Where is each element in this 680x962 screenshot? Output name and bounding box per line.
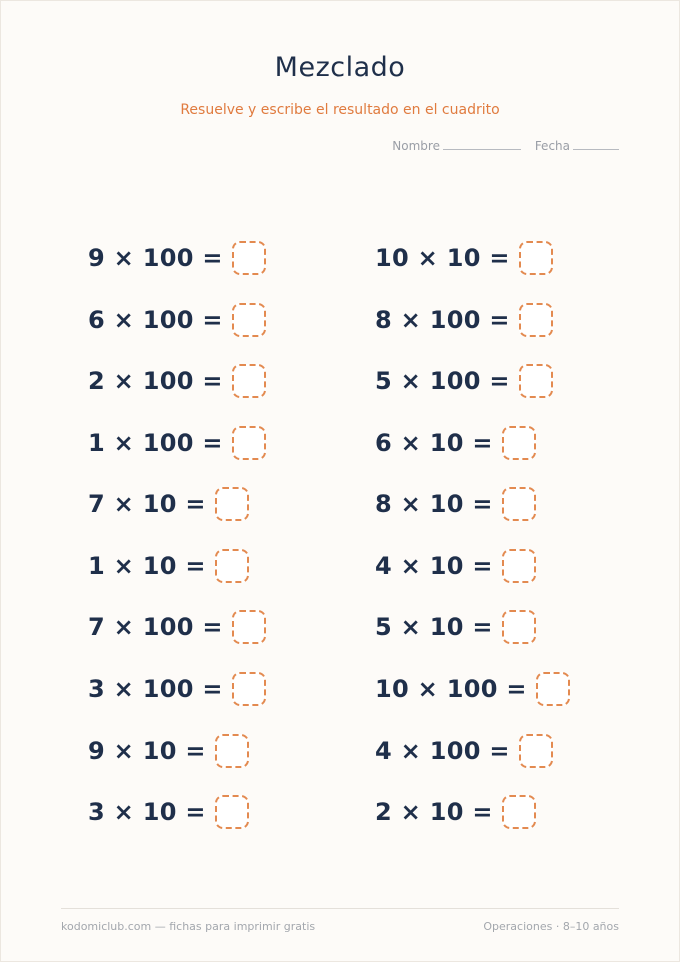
exercise-row xyxy=(375,300,553,340)
exercise-row xyxy=(88,669,266,709)
exercise-expression: 6 × 10 = xyxy=(375,429,493,457)
date-blank-line[interactable] xyxy=(573,139,619,150)
answer-box[interactable] xyxy=(215,734,249,768)
page-subtitle: Resuelve y escribe el resultado en el cuadrito xyxy=(180,102,500,118)
answer-box[interactable] xyxy=(232,610,266,644)
exercise-row xyxy=(88,300,266,340)
exercise-expression: 8 × 100 = xyxy=(375,306,510,334)
exercise-expression: 4 × 10 = xyxy=(375,552,493,580)
exercise-row xyxy=(88,607,266,647)
name-label: Nombre xyxy=(392,139,440,153)
name-date-fields xyxy=(392,139,619,153)
answer-box[interactable] xyxy=(232,426,266,460)
answer-box[interactable] xyxy=(519,364,553,398)
exercise-expression: 7 × 10 = xyxy=(88,490,206,518)
exercise-row xyxy=(88,238,266,278)
answer-box[interactable] xyxy=(519,734,553,768)
exercise-expression: 3 × 100 = xyxy=(88,675,223,703)
answer-box[interactable] xyxy=(536,672,570,706)
exercise-row xyxy=(88,792,249,832)
footer-category: Operaciones · 8–10 años xyxy=(483,920,619,933)
exercise-row xyxy=(375,238,553,278)
footer-site-credit: kodomiclub.com — fichas para imprimir gratis xyxy=(61,920,316,933)
answer-box[interactable] xyxy=(502,426,536,460)
exercise-row xyxy=(375,546,536,586)
exercise-expression: 7 × 100 = xyxy=(88,613,223,641)
exercise-row xyxy=(375,484,536,524)
exercise-expression: 4 × 100 = xyxy=(375,737,510,765)
page-title: Mezclado xyxy=(274,52,406,83)
exercise-expression: 1 × 10 = xyxy=(88,552,206,580)
exercise-row xyxy=(88,484,249,524)
answer-box[interactable] xyxy=(519,241,553,275)
answer-box[interactable] xyxy=(502,610,536,644)
exercise-expression: 5 × 100 = xyxy=(375,367,510,395)
exercise-expression: 10 × 100 = xyxy=(375,675,527,703)
answer-box[interactable] xyxy=(232,364,266,398)
answer-box[interactable] xyxy=(232,303,266,337)
answer-box[interactable] xyxy=(215,487,249,521)
date-label: Fecha xyxy=(534,139,570,153)
exercise-row xyxy=(375,361,553,401)
footer-divider xyxy=(61,908,619,909)
exercise-row xyxy=(88,361,266,401)
answer-box[interactable] xyxy=(215,795,249,829)
exercise-expression: 8 × 10 = xyxy=(375,490,493,518)
exercise-row xyxy=(375,669,570,709)
exercise-expression: 2 × 100 = xyxy=(88,367,223,395)
answer-box[interactable] xyxy=(502,795,536,829)
answer-box[interactable] xyxy=(232,672,266,706)
answer-box[interactable] xyxy=(502,549,536,583)
exercise-expression: 3 × 10 = xyxy=(88,798,206,826)
exercise-expression: 5 × 10 = xyxy=(375,613,493,641)
exercise-row xyxy=(375,731,553,771)
exercise-row xyxy=(375,423,536,463)
exercise-expression: 1 × 100 = xyxy=(88,429,223,457)
name-blank-line[interactable] xyxy=(443,139,521,150)
exercise-row xyxy=(88,423,266,463)
exercise-expression: 9 × 100 = xyxy=(88,244,223,272)
exercise-row xyxy=(375,792,536,832)
answer-box[interactable] xyxy=(215,549,249,583)
exercise-expression: 2 × 10 = xyxy=(375,798,493,826)
answer-box[interactable] xyxy=(502,487,536,521)
exercise-expression: 9 × 10 = xyxy=(88,737,206,765)
answer-box[interactable] xyxy=(232,241,266,275)
exercise-expression: 10 × 10 = xyxy=(375,244,510,272)
answer-box[interactable] xyxy=(519,303,553,337)
exercise-row xyxy=(375,607,536,647)
exercise-row xyxy=(88,546,249,586)
exercise-row xyxy=(88,731,249,771)
exercise-expression: 6 × 100 = xyxy=(88,306,223,334)
